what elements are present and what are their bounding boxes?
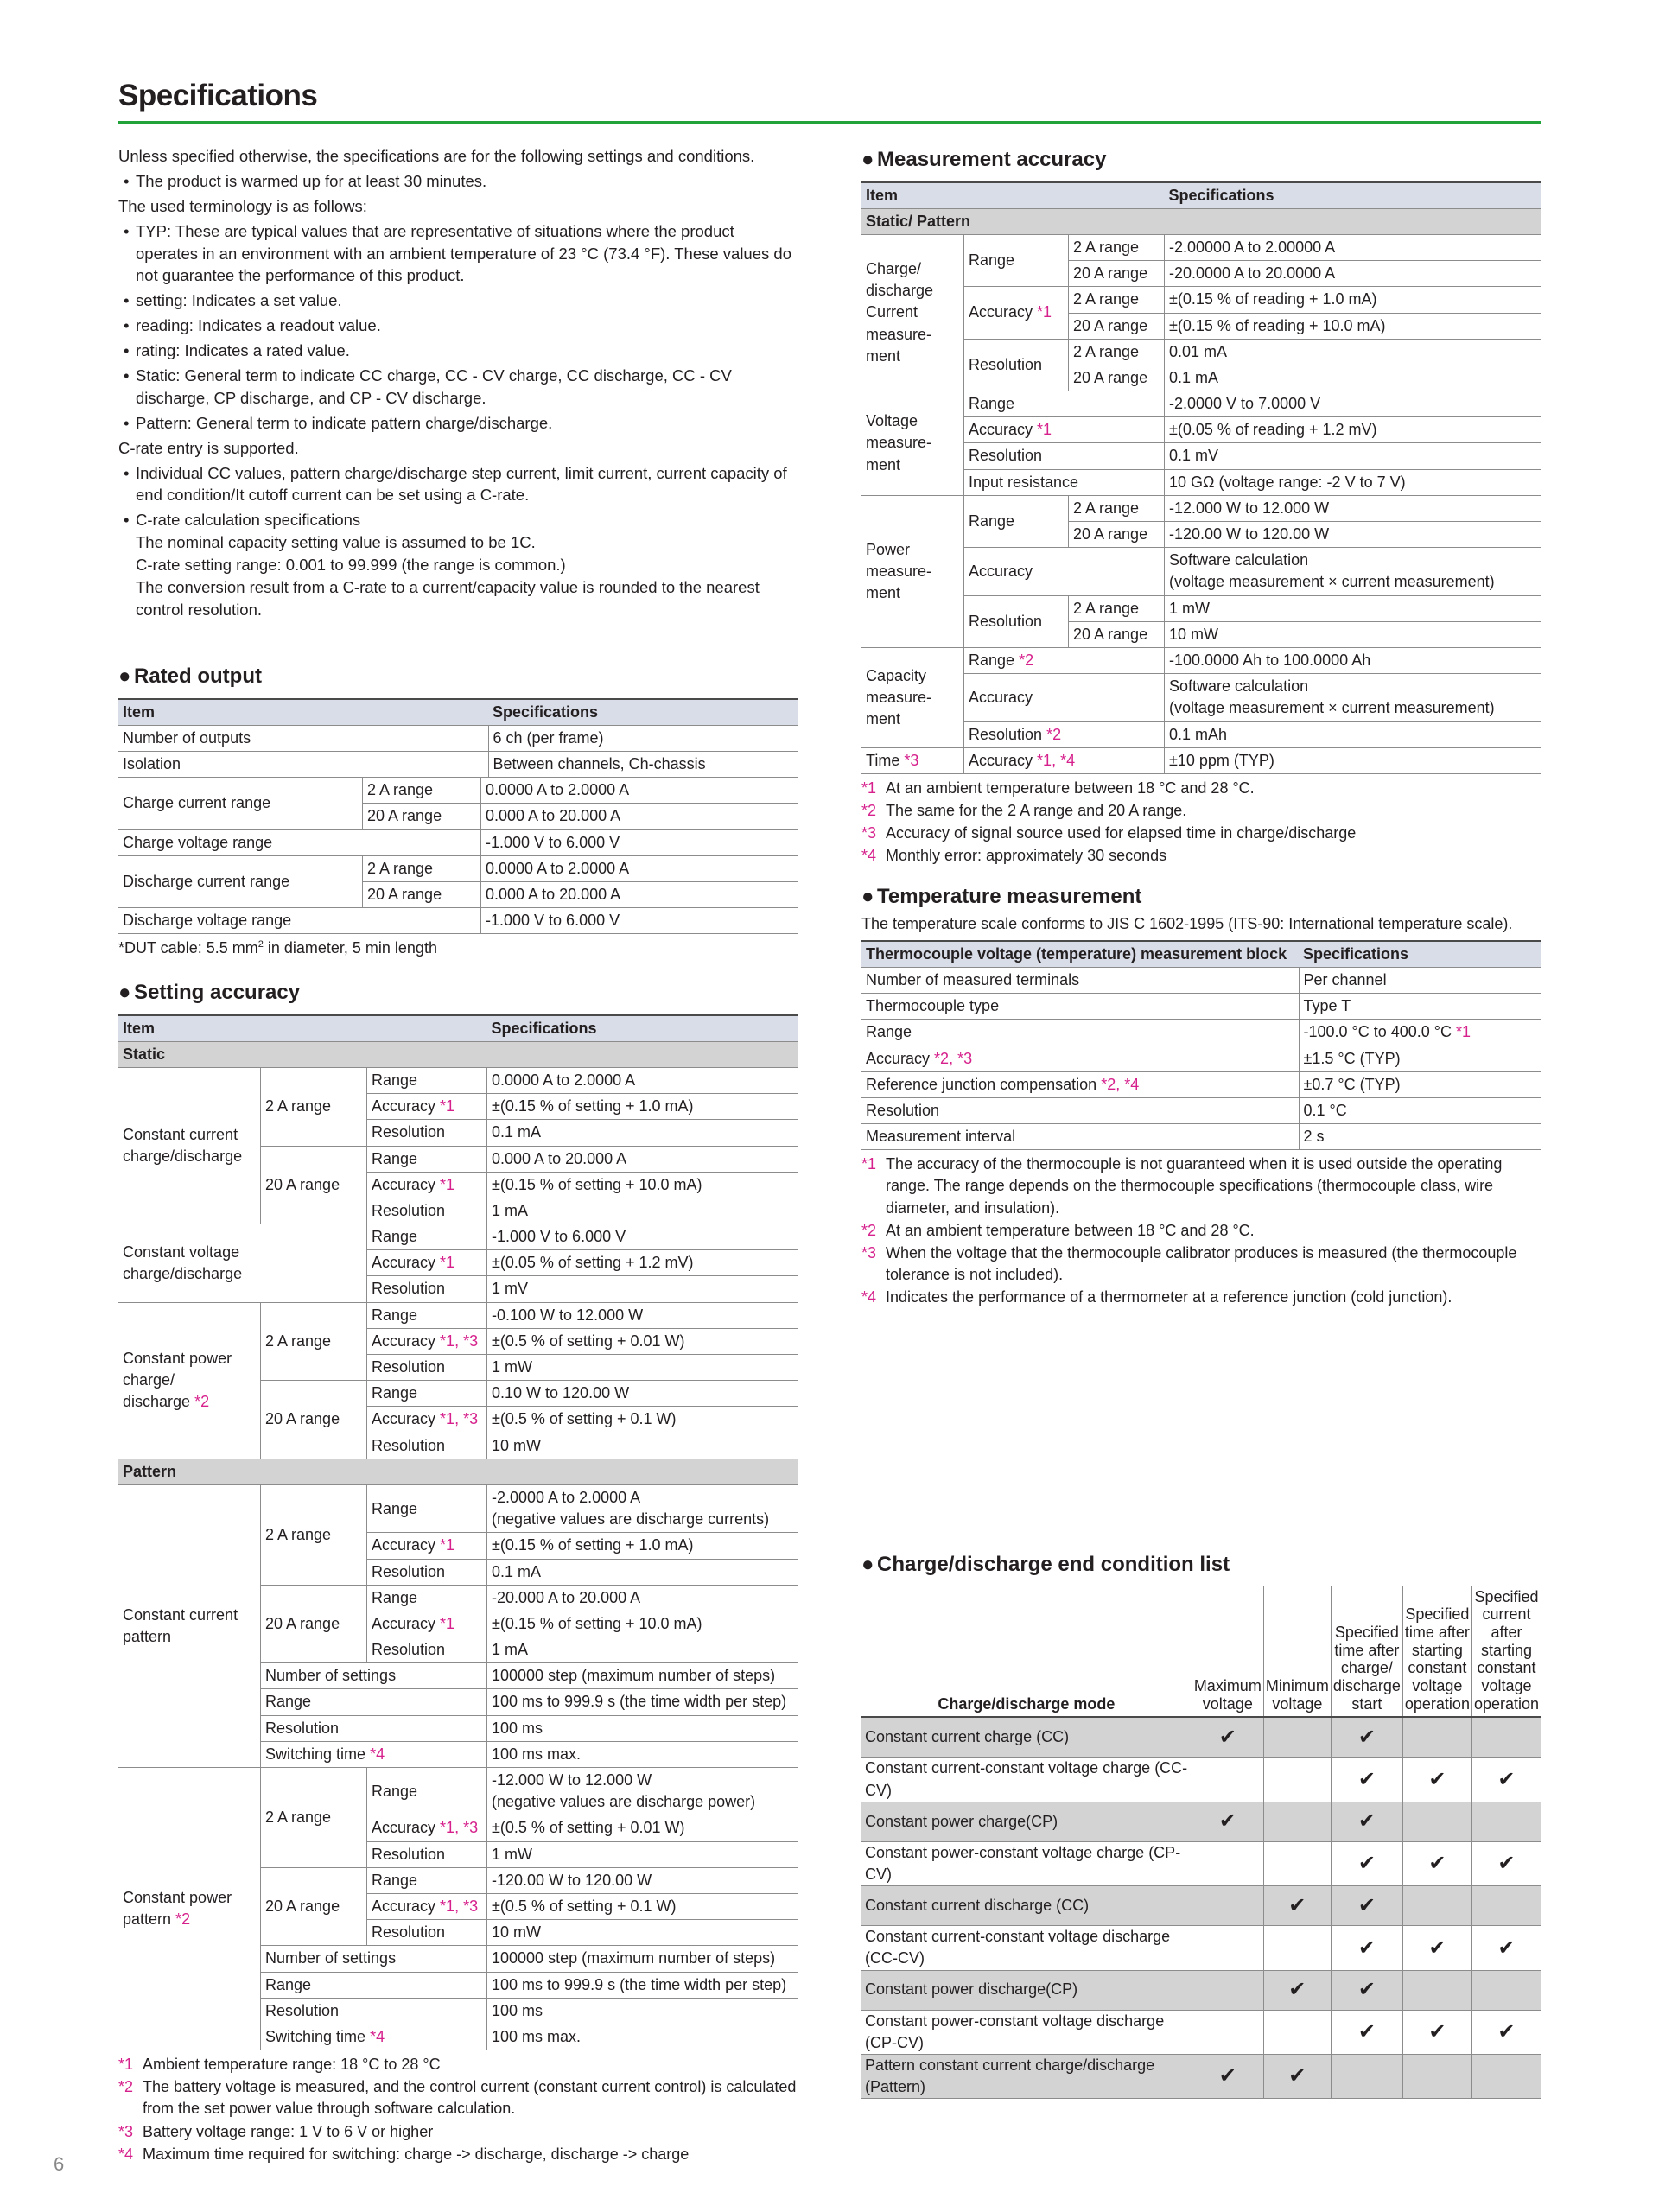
table-row: Resolution 2 A range 0.01 mA: [861, 339, 1541, 365]
table-row: Resolution 2 A range 1 mW: [861, 595, 1541, 621]
table-row: Reference junction compensation *2, *4 ±0.7 °C (TYP): [861, 1071, 1541, 1097]
table-row: Resolution 10 mW: [118, 1920, 798, 1946]
table-row: Constant current charge/discharge 2 A range Range 0.0000 A to 2.0000 A: [118, 1067, 798, 1093]
rated-output-note: *DUT cable: 5.5 $mm^2$ in diameter, 5 min length: [118, 939, 437, 957]
empty-cell: [1402, 1886, 1471, 1926]
table-row: Accuracy *1 ±(0.15 % of setting + 10.0 mA): [118, 1611, 798, 1637]
table-row: Number of measured terminals Per channel: [861, 967, 1541, 993]
end-condition-table: [861, 1586, 1541, 2100]
table-row: [861, 2010, 1541, 2054]
mode-label: Constant current-constant voltage charge (CC-CV): [861, 1758, 1192, 1802]
empty-cell: [1402, 1802, 1471, 1841]
mode-label: Constant power-constant voltage discharge (CP-CV): [861, 2010, 1192, 2054]
check-icon: ✔: [1192, 1802, 1263, 1841]
table-row: Constant power charge/ discharge *2 2 A range Range -0.100 W to 12.000 W: [118, 1302, 798, 1328]
table-row: Number of settings 100000 step (maximum number of steps): [118, 1946, 798, 1972]
table-row: [861, 1926, 1541, 1970]
end-condition-section: [861, 1550, 1541, 2099]
empty-cell: [1471, 1717, 1541, 1758]
group-pattern: Pattern: [118, 1459, 798, 1484]
crate-sub: The conversion result from a C-rate to a current/capacity value is rounded to the nearest control resolution.: [136, 578, 760, 619]
check-icon: ✔: [1331, 2010, 1402, 2054]
table-row: Charge current range 2 A range 0.0000 A to 2.0000 A: [118, 778, 798, 804]
crate-bullet-title: C-rate calculation specifications: [136, 511, 361, 530]
empty-cell: [1263, 1926, 1331, 1970]
intro-line: Unless specified otherwise, the specifications are for the following settings and conditions.: [118, 147, 755, 165]
table-row: Constant current pattern 2 A range Range -2.0000 A to 2.0000 A (negative values are discharge currents): [118, 1484, 798, 1532]
table-row: Resolution 1 mW: [118, 1355, 798, 1381]
empty-cell: [1402, 1970, 1471, 2010]
table-row: Constant voltage charge/discharge Range -1.000 V to 6.000 V: [118, 1224, 798, 1250]
table-row: Accuracy *1, *3 ±(0.5 % of setting + 0.1 W): [118, 1407, 798, 1433]
table-row: 20 A range 10 mW: [861, 621, 1541, 647]
table-row: [861, 1886, 1541, 1926]
empty-cell: [1192, 1970, 1263, 2010]
measurement-accuracy-notes: *1 At an ambient temperature between 18 °C and 28 °C. *2 The same for the 2 A range and 20 A range. *3 Accuracy of signal source used for elapsed time in charge/discharge *4 Monthly error: approximately 30 seconds: [861, 779, 1357, 865]
table-row: Number of settings 100000 step (maximum number of steps): [118, 1663, 798, 1689]
table-row: [861, 1841, 1541, 1885]
table-row: Number of outputs 6 ch (per frame): [118, 725, 798, 751]
intro-text: [118, 145, 798, 621]
end-condition-heading: ● Charge/discharge end condition list: [861, 1550, 1541, 1580]
crate-sub: The nominal capacity setting value is assumed to be 1C.: [136, 533, 536, 552]
check-icon: ✔: [1471, 1758, 1541, 1802]
empty-cell: [1263, 1717, 1331, 1758]
table-row: 20 A range ±(0.15 % of reading + 10.0 mA): [861, 313, 1541, 339]
spec-header: Specifications: [488, 699, 798, 726]
check-icon: ✔: [1402, 2010, 1471, 2054]
empty-cell: [1263, 1758, 1331, 1802]
intro-line: C-rate entry is supported.: [118, 438, 299, 457]
check-icon: ✔: [1331, 1841, 1402, 1885]
mode-label: Constant current charge (CC): [861, 1717, 1192, 1758]
table-row: [861, 1970, 1541, 2010]
check-icon: ✔: [1331, 1802, 1402, 1841]
empty-cell: [1331, 2054, 1402, 2098]
table-row: 20 A range 0.1 mA: [861, 365, 1541, 391]
temperature-section: [861, 882, 1541, 1310]
check-icon: ✔: [1192, 2054, 1263, 2098]
check-icon: ✔: [1402, 1841, 1471, 1885]
left-column: [118, 145, 798, 2163]
empty-cell: [1471, 1970, 1541, 2010]
crate-sub: C-rate setting range: 0.001 to 99.999 (the range is common.): [136, 556, 566, 575]
empty-cell: [1192, 1758, 1263, 1802]
check-icon: ✔: [1402, 1926, 1471, 1970]
mode-label: Constant power charge(CP): [861, 1802, 1192, 1841]
table-row: Resolution 100 ms: [118, 1998, 798, 2024]
table-row: Input resistance 10 GΩ (voltage range: -2 V to 7 V): [861, 469, 1541, 495]
table-row: Power measure- ment Range 2 A range -12.000 W to 12.000 W: [861, 495, 1541, 521]
check-icon: ✔: [1471, 1841, 1541, 1885]
check-icon: ✔: [1402, 1758, 1471, 1802]
empty-cell: [1192, 2010, 1263, 2054]
check-icon: ✔: [1331, 1886, 1402, 1926]
check-icon: ✔: [1331, 1758, 1402, 1802]
table-row: 20 A range -120.00 W to 120.00 W: [861, 522, 1541, 548]
check-icon: ✔: [1331, 1926, 1402, 1970]
table-row: Accuracy *1 ±(0.15 % of setting + 1.0 mA): [118, 1094, 798, 1120]
section-bullet-icon: ●: [118, 664, 131, 688]
table-row: Resolution 1 mA: [118, 1198, 798, 1224]
table-row: [861, 2054, 1541, 2098]
table-row: 20 A range Range 0.000 A to 20.000 A: [118, 1146, 798, 1172]
table-row: 20 A range 0.000 A to 20.000 A: [118, 804, 798, 830]
term-rating: • rating: Indicates a rated value.: [136, 340, 798, 362]
table-row: Accuracy *1 ±(0.15 % of setting + 1.0 mA): [118, 1533, 798, 1559]
check-icon: ✔: [1192, 1717, 1263, 1758]
table-row: Accuracy *1 2 A range ±(0.15 % of reading + 1.0 mA): [861, 287, 1541, 313]
mode-label: Constant current-constant voltage discharge (CC-CV): [861, 1926, 1192, 1970]
table-row: Charge/ discharge Current measure- ment Range 2 A range -2.00000 A to 2.00000 A: [861, 234, 1541, 260]
table-row: Accuracy *1 ±(0.05 % of reading + 1.2 mV): [861, 417, 1541, 443]
table-row: Charge voltage range -1.000 V to 6.000 V: [118, 830, 798, 855]
measurement-accuracy-table: Item Specifications Static/ Pattern Charge/ discharge Current measure- ment Range 2 A range -2.00000 A to 2.00000 A 20 A range -20.0000 A to 20.0000 A Accuracy *1 2 A range ±(0.15 % of reading + 1.0 mA) 20 A range ±(0.15 % of reading + 10.0 mA) Resolution 2 A range 0.01 mA 20 A range 0.1 mA Voltage measure- ment Range -2.0000 V to 7.0000 V Accuracy *1 ±(0.05 % of reading + 1.2 mV) Resolution 0.1 mV Input resistance 10 GΩ (voltage range: -2 V to 7 V) Power measure- ment Range 2 A range -12.000 W to 12.000 W 20 A range -120.00 W to 120.00 W Accuracy Software calculation (voltage measurement × current measurement) Resolution 2 A range 1 mW 20 A range 10 mW Capacity measure- ment Range *2 -100.0000 Ah to 100.0000 Ah Accuracy Software calculation (voltage measurement × current measurement) Resolution *2 0.1 mAh Time *3 Accuracy *1, *4 ±10 ppm (TYP): [861, 181, 1541, 774]
col-min-voltage: Minimum voltage: [1263, 1586, 1331, 1718]
setting-accuracy-notes: *1 Ambient temperature range: 18 °C to 28 °C *2 The battery voltage is measured, and the control current (constant current control) is calculated from the set power value through software calculation. *3 Battery voltage range: 1 V to 6 V or higher *4 Maximum time required for switching: charge -> discharge, discharge -> charge: [118, 2056, 797, 2163]
empty-cell: [1471, 2054, 1541, 2098]
table-row: Thermocouple type Type T: [861, 994, 1541, 1020]
empty-cell: [1192, 1841, 1263, 1885]
table-row: Accuracy *1, *3 ±(0.5 % of setting + 0.01 W): [118, 1815, 798, 1841]
rated-output-table: Item Specifications Number of outputs 6 ch (per frame) Isolation Between channels, Ch-chassis: [118, 698, 798, 779]
empty-cell: [1263, 1841, 1331, 1885]
term-typ: • TYP: These are typical values that are representative of situations where the product operates in an environment with an ambient temperature of 23 °C (73.4 °F). These values do not guarantee the performance of this product.: [136, 220, 798, 288]
setting-accuracy-heading: ● Setting accuracy: [118, 978, 798, 1007]
table-row: 20 A range -20.0000 A to 20.0000 A: [861, 261, 1541, 287]
rated-output-heading: ● Rated output: [118, 662, 798, 691]
table-row: Resolution 1 mW: [118, 1841, 798, 1867]
table-row: Resolution 10 mW: [118, 1433, 798, 1459]
temperature-heading: ● Temperature measurement: [861, 882, 1541, 912]
table-row: Resolution 100 ms: [118, 1715, 798, 1741]
check-icon: ✔: [1471, 1926, 1541, 1970]
rated-output-table-2: [118, 778, 798, 934]
table-row: Switching time *4 100 ms max.: [118, 2024, 798, 2050]
table-row: Accuracy *1, *3 ±(0.5 % of setting + 0.1 W): [118, 1893, 798, 1919]
group-static-pattern: Static/ Pattern: [861, 208, 1541, 234]
table-row: Constant power pattern *2 2 A range Range -12.000 W to 12.000 W (negative values are discharge power): [118, 1768, 798, 1815]
mode-label: Constant power discharge(CP): [861, 1970, 1192, 2010]
term-pattern: • Pattern: General term to indicate pattern charge/discharge.: [136, 412, 798, 435]
table-row: [861, 1802, 1541, 1841]
empty-cell: [1402, 1717, 1471, 1758]
section-bullet-icon: ●: [118, 981, 131, 1004]
page-title: Specifications: [118, 79, 318, 112]
mode-label: Constant power-constant voltage charge (CP-CV): [861, 1841, 1192, 1885]
table-row: Accuracy Software calculation (voltage measurement × current measurement): [861, 548, 1541, 595]
table-row: 20 A range Range -20.000 A to 20.000 A: [118, 1585, 798, 1611]
mode-label: Constant current discharge (CC): [861, 1886, 1192, 1926]
section-bullet-icon: ●: [861, 148, 874, 171]
table-row: [861, 1717, 1541, 1758]
check-icon: ✔: [1263, 1886, 1331, 1926]
check-icon: ✔: [1263, 1970, 1331, 2010]
term-static: • Static: General term to indicate CC charge, CC - CV charge, CC discharge, CC - CV discharge, CP discharge, and CP - CV discharge.: [136, 365, 798, 410]
empty-cell: [1263, 2010, 1331, 2054]
setting-accuracy-section: [118, 978, 798, 2166]
check-icon: ✔: [1331, 1970, 1402, 2010]
table-row: Switching time *4 100 ms max.: [118, 1741, 798, 1767]
table-row: Range -100.0 °C to 400.0 °C *1: [861, 1020, 1541, 1046]
setting-accuracy-table: Item Specifications Static Constant current charge/discharge 2 A range Range 0.0000 A to 2.0000 A Accuracy *1 ±(0.15 % of setting + 1.0 mA) Resolution 0.1 mA 20 A range Range 0.000 A to 20.000 A Accuracy *1 ±(0.15 % of setting + 10.0 mA) Resolution 1 mA Constant voltage charge/discharge Range -1.000 V to 6.000 V Accuracy *1 ±(0.05 % of setting + 1.2 mV) Resolution 1 mV Constant power charge/ discharge *2 2 A range Range -0.100 W to 12.000 W Accuracy *1, *3 ±(0.5 % of setting + 0.01 W) Resolution 1 mW 20 A range Range 0.10 W to 120.00 W Accuracy *1, *3 ±(0.5 % of setting + 0.1 W) Resolution 10 mW Pattern Constant current pattern 2 A range Range -2.0000 A to 2.0000 A (negative values are discharge currents) Accuracy *1 ±(0.15 % of setting + 1.0 mA) Resolution 0.1 mA 20 A range Range -20.000 A to 20.000 A Accuracy *1 ±(0.15 % of setting + 10.0 mA) Resolution 1 mA Number of settings 100000 step (maximum number of steps) Range 100 ms to 999.9 s (the time width per step) Resolution 100 ms Switching time *4 100 ms max. Constant power pattern *2 2 A range Range -12.000 W to 12.000 W (negative values are discharge power) Accuracy *1, *3 ±(0.5 % of setting + 0.01 W) Resolution 1 mW 20 A range Range -120.00 W to 120.00 W Accuracy *1, *3 ±(0.5 % of setting + 0.1 W) Resolution 10 mW Number of settings 100000 step (maximum number of steps) Range 100 ms to 999.9 s (the time width per step) Resolution 100 ms Switching time *4 100 ms max.: [118, 1014, 798, 2051]
check-icon: ✔: [1263, 2054, 1331, 2098]
table-row: Range 100 ms to 999.9 s (the time width per step): [118, 1972, 798, 1998]
table-row: Resolution 0.1 mV: [861, 443, 1541, 469]
group-static: Static: [118, 1041, 798, 1067]
table-row: Resolution 0.1 mA: [118, 1120, 798, 1146]
table-row: Discharge voltage range -1.000 V to 6.000 V: [118, 908, 798, 934]
col-max-voltage: Maximum voltage: [1192, 1586, 1263, 1718]
table-row: Discharge current range 2 A range 0.0000 A to 2.0000 A: [118, 855, 798, 881]
end-condition-body: [861, 1717, 1541, 2098]
col-time-after-cv: Specified time after starting constant voltage operation: [1402, 1586, 1471, 1718]
table-row: Measurement interval 2 s: [861, 1124, 1541, 1150]
temperature-notes: *1 The accuracy of the thermocouple is not guaranteed when it is used outside the operating range. The range depends on the thermocouple specifications (thermocouple class, wire diameter, and insulation). *2 At an ambient temperature between 18 °C and 28 °C. *3 When the voltage that the thermocouple calibrator produces is measured (the thermocouple tolerance is not included). *4 Indicates the performance of a thermometer at a reference junction (cold junction).: [861, 1155, 1517, 1306]
table-row: Voltage measure- ment Range -2.0000 V to 7.0000 V: [861, 391, 1541, 417]
table-row: Isolation Between channels, Ch-chassis: [118, 751, 798, 777]
table-row: Time *3 Accuracy *1, *4 ±10 ppm (TYP): [861, 747, 1541, 773]
table-row: Resolution *2 0.1 mAh: [861, 721, 1541, 747]
table-row: Resolution 0.1 mA: [118, 1559, 798, 1585]
check-icon: ✔: [1331, 1717, 1402, 1758]
table-row: Accuracy Software calculation (voltage measurement × current measurement): [861, 674, 1541, 721]
table-row: Accuracy *1 ±(0.15 % of setting + 10.0 mA): [118, 1172, 798, 1198]
rated-output-section: [118, 662, 798, 959]
table-row: [861, 1758, 1541, 1802]
measurement-accuracy-section: [861, 145, 1541, 868]
temperature-intro: The temperature scale conforms to JIS C 1602-1995 (ITS-90: International temperature scale).: [861, 914, 1513, 932]
col-current-after-cv: Specified current after starting constant voltage operation: [1471, 1586, 1541, 1718]
empty-cell: [1471, 1802, 1541, 1841]
table-row: 20 A range Range 0.10 W to 120.00 W: [118, 1381, 798, 1407]
table-row: 20 A range Range -120.00 W to 120.00 W: [118, 1867, 798, 1893]
table-row: Resolution 1 mV: [118, 1276, 798, 1302]
table-row: Accuracy *1 ±(0.05 % of setting + 1.2 mV): [118, 1250, 798, 1276]
section-bullet-icon: ●: [861, 1553, 874, 1576]
empty-cell: [1263, 1802, 1331, 1841]
table-row: 20 A range 0.000 A to 20.000 A: [118, 881, 798, 907]
empty-cell: [1192, 1926, 1263, 1970]
intro-line: The used terminology is as follows:: [118, 196, 367, 215]
temperature-table: Thermocouple voltage (temperature) measurement block Specifications Number of measured terminals Per channel Thermocouple type Type T Range -100.0 °C to 400.0 °C *1 Accuracy *2, *3 ±1.5 °C (TYP) Reference junction compensation *2, *4 ±0.7 °C (TYP) Resolution 0.1 °C Measurement interval 2 s: [861, 940, 1541, 1151]
mode-label: Pattern constant current charge/discharge (Pattern): [861, 2054, 1192, 2098]
title-rule: [118, 121, 1541, 124]
page-number: 6: [54, 2153, 65, 2175]
table-row: Resolution 1 mA: [118, 1637, 798, 1663]
check-icon: ✔: [1471, 2010, 1541, 2054]
crate-bullet: [136, 509, 798, 620]
crate-bullet: • Individual CC values, pattern charge/discharge step current, limit current, current capacity of end condition/It cutoff current can be set using a C-rate.: [136, 462, 798, 507]
empty-cell: [1471, 1886, 1541, 1926]
table-row: Accuracy *1, *3 ±(0.5 % of setting + 0.01 W): [118, 1328, 798, 1354]
empty-cell: [1402, 2054, 1471, 2098]
term-setting: • setting: Indicates a set value.: [136, 289, 798, 312]
term-reading: • reading: Indicates a readout value.: [136, 315, 798, 337]
col-time-after-start: Specified time after charge/ discharge start: [1331, 1586, 1402, 1718]
table-row: Range 100 ms to 999.9 s (the time width per step): [118, 1689, 798, 1715]
table-row: Accuracy *2, *3 ±1.5 °C (TYP): [861, 1046, 1541, 1071]
intro-bullet: • The product is warmed up for at least 30 minutes.: [136, 170, 798, 193]
empty-cell: [1192, 1886, 1263, 1926]
measurement-accuracy-heading: ● Measurement accuracy: [861, 145, 1541, 175]
table-row: Resolution 0.1 °C: [861, 1097, 1541, 1123]
section-bullet-icon: ●: [861, 885, 874, 908]
table-row: Capacity measure- ment Range *2 -100.0000 Ah to 100.0000 Ah: [861, 647, 1541, 673]
mode-header: Charge/discharge mode: [861, 1586, 1192, 1718]
